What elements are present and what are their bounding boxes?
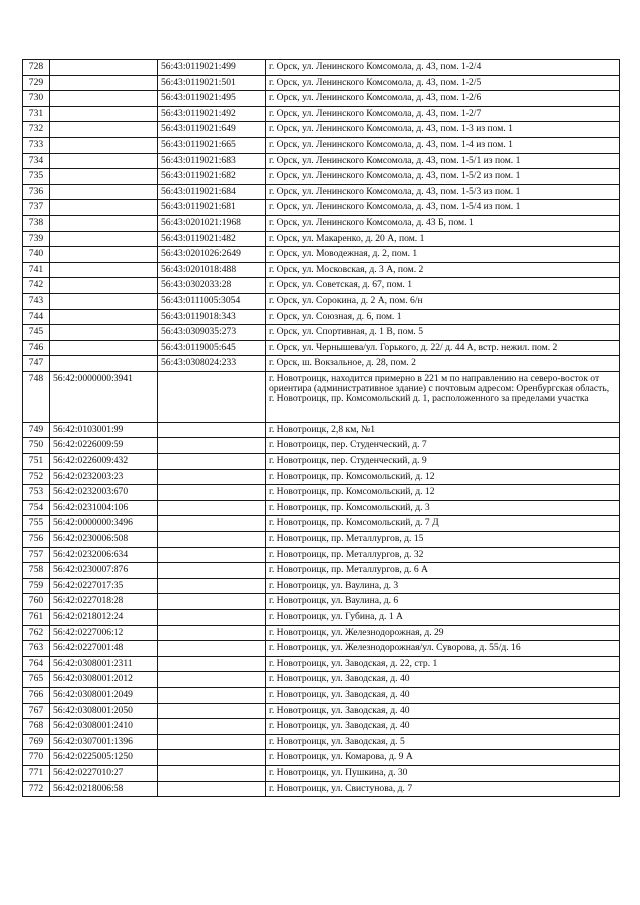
address-cell: г. Новотроицк, ул. Губина, д. 1 А [266,610,620,626]
land-cadastral-number-cell [50,200,158,216]
address-cell: г. Орск, ул. Ленинского Комсомола, д. 43, пом. 1-5/1 из пом. 1 [266,153,620,169]
land-cadastral-number-cell [50,106,158,122]
land-cadastral-number-cell [50,231,158,247]
row-number-cell: 732 [23,122,50,138]
table-row [23,122,620,138]
land-cadastral-number-cell: 56:42:0225005:1250 [50,750,158,766]
land-cadastral-number-cell [50,60,158,76]
address-cell: г. Орск, ул. Макаренко, д. 20 А, пом. 1 [266,231,620,247]
land-cadastral-number-cell: 56:42:0227017:35 [50,578,158,594]
row-number-cell: 762 [23,625,50,641]
address-cell: г. Новотроицк, пр. Комсомольский, д. 12 [266,485,620,501]
land-cadastral-number-cell: 56:42:0227010:27 [50,765,158,781]
building-cadastral-number-cell [158,781,266,797]
land-cadastral-number-cell [50,215,158,231]
row-number-cell: 757 [23,547,50,563]
row-number-cell: 756 [23,532,50,548]
address-cell: г. Новотроицк, пр. Металлургов, д. 15 [266,532,620,548]
address-cell: г. Новотроицк, находится примерно в 221 м по направлению на северо-восток от ориентира (административное здание) с почтовым адресом: Оренбургская область, г. Новотроицк, пр. Комсомольский д. 1, расположенного за пределами участка [266,371,620,422]
row-number-cell: 733 [23,137,50,153]
building-cadastral-number-cell [158,547,266,563]
row-number-cell: 770 [23,750,50,766]
land-cadastral-number-cell [50,75,158,91]
address-cell: г. Новотроицк, ул. Заводская, д. 5 [266,734,620,750]
land-cadastral-number-cell: 56:42:0227001:48 [50,641,158,657]
table-row [23,485,620,501]
row-number-cell: 761 [23,610,50,626]
address-cell: г. Орск, ул. Ленинского Комсомола, д. 43, пом. 1-5/3 из пом. 1 [266,184,620,200]
building-cadastral-number-cell: 56:43:0119021:665 [158,137,266,153]
address-cell: г. Новотроицк, ул. Железнодорожная, д. 29 [266,625,620,641]
address-cell: г. Новотроицк, пер. Студенческий, д. 7 [266,438,620,454]
building-cadastral-number-cell [158,563,266,579]
building-cadastral-number-cell [158,516,266,532]
building-cadastral-number-cell [158,687,266,703]
registry-table-body [23,60,620,797]
table-row [23,516,620,532]
building-cadastral-number-cell [158,625,266,641]
table-row [23,563,620,579]
address-cell: г. Новотроицк, пр. Металлургов, д. 6 А [266,563,620,579]
building-cadastral-number-cell: 56:43:0201021:1968 [158,215,266,231]
land-cadastral-number-cell: 56:42:0308001:2410 [50,719,158,735]
row-number-cell: 740 [23,247,50,263]
table-row [23,60,620,76]
address-cell: г. Новотроицк, ул. Ваулина, д. 6 [266,594,620,610]
building-cadastral-number-cell [158,422,266,438]
address-cell: г. Орск, ул. Московская, д. 3 А, пом. 2 [266,262,620,278]
building-cadastral-number-cell [158,750,266,766]
table-row [23,719,620,735]
table-row [23,610,620,626]
row-number-cell: 728 [23,60,50,76]
building-cadastral-number-cell: 56:43:0119005:645 [158,340,266,356]
address-cell: г. Орск, ул. Ленинского Комсомола, д. 43, пом. 1-2/4 [266,60,620,76]
table-row [23,672,620,688]
building-cadastral-number-cell [158,672,266,688]
table-row [23,137,620,153]
building-cadastral-number-cell [158,500,266,516]
table-row [23,594,620,610]
address-cell: г. Орск, ул. Чернышева/ул. Горького, д. 22/ д. 44 А, встр. нежил. пом. 2 [266,340,620,356]
land-cadastral-number-cell: 56:42:0000000:3941 [50,371,158,422]
table-row [23,325,620,341]
land-cadastral-number-cell [50,356,158,372]
building-cadastral-number-cell: 56:43:0119021:683 [158,153,266,169]
row-number-cell: 736 [23,184,50,200]
building-cadastral-number-cell [158,454,266,470]
land-cadastral-number-cell [50,91,158,107]
land-cadastral-number-cell [50,278,158,294]
building-cadastral-number-cell [158,438,266,454]
land-cadastral-number-cell: 56:42:0308001:2049 [50,687,158,703]
table-row [23,687,620,703]
address-cell: г. Орск, ул. Ленинского Комсомола, д. 43, пом. 1-3 из пом. 1 [266,122,620,138]
table-row [23,340,620,356]
building-cadastral-number-cell: 56:43:0309035:273 [158,325,266,341]
address-cell: г. Новотроицк, ул. Свистунова, д. 7 [266,781,620,797]
table-row [23,422,620,438]
row-number-cell: 752 [23,469,50,485]
building-cadastral-number-cell [158,641,266,657]
address-cell: г. Орск, ул. Ленинского Комсомола, д. 43, пом. 1-2/6 [266,91,620,107]
building-cadastral-number-cell: 56:43:0119021:501 [158,75,266,91]
row-number-cell: 731 [23,106,50,122]
table-row [23,703,620,719]
land-cadastral-number-cell [50,309,158,325]
land-cadastral-number-cell: 56:42:0218012:24 [50,610,158,626]
row-number-cell: 771 [23,765,50,781]
address-cell: г. Новотроицк, ул. Железнодорожная/ул. Суворова, д. 55/д. 16 [266,641,620,657]
row-number-cell: 748 [23,371,50,422]
row-number-cell: 753 [23,485,50,501]
table-row [23,262,620,278]
row-number-cell: 729 [23,75,50,91]
address-cell: г. Новотроицк, ул. Пушкина, д. 30 [266,765,620,781]
row-number-cell: 738 [23,215,50,231]
land-cadastral-number-cell: 56:42:0226009:432 [50,454,158,470]
table-row [23,500,620,516]
row-number-cell: 743 [23,293,50,309]
building-cadastral-number-cell: 56:43:0201026:2649 [158,247,266,263]
row-number-cell: 744 [23,309,50,325]
building-cadastral-number-cell: 56:43:0119021:649 [158,122,266,138]
building-cadastral-number-cell [158,485,266,501]
table-row [23,547,620,563]
table-row [23,469,620,485]
row-number-cell: 759 [23,578,50,594]
address-cell: г. Новотроицк, пр. Комсомольский, д. 7 Д [266,516,620,532]
address-cell: г. Новотроицк, ул. Заводская, д. 40 [266,703,620,719]
building-cadastral-number-cell [158,703,266,719]
building-cadastral-number-cell: 56:43:0119021:682 [158,169,266,185]
land-cadastral-number-cell: 56:42:0227018:28 [50,594,158,610]
table-row [23,215,620,231]
address-cell: г. Орск, ул. Спортивная, д. 1 В, пом. 5 [266,325,620,341]
row-number-cell: 765 [23,672,50,688]
land-cadastral-number-cell: 56:42:0230007:876 [50,563,158,579]
address-cell: г. Новотроицк, ул. Заводская, д. 40 [266,672,620,688]
building-cadastral-number-cell: 56:43:0119021:681 [158,200,266,216]
building-cadastral-number-cell: 56:43:0308024:233 [158,356,266,372]
table-row [23,454,620,470]
building-cadastral-number-cell: 56:43:0119021:495 [158,91,266,107]
row-number-cell: 764 [23,656,50,672]
building-cadastral-number-cell: 56:43:0111005:3054 [158,293,266,309]
table-row [23,765,620,781]
table-row [23,91,620,107]
building-cadastral-number-cell [158,371,266,422]
land-cadastral-number-cell [50,247,158,263]
address-cell: г. Новотроицк, пр. Комсомольский, д. 3 [266,500,620,516]
address-cell: г. Новотроицк, пр. Комсомольский, д. 12 [266,469,620,485]
address-cell: г. Новотроицк, пр. Металлургов, д. 32 [266,547,620,563]
address-cell: г. Орск, ул. Сорокина, д. 2 А, пом. 6/н [266,293,620,309]
building-cadastral-number-cell [158,719,266,735]
address-cell: г. Орск, ул. Ленинского Комсомола, д. 43, пом. 1-4 из пом. 1 [266,137,620,153]
row-number-cell: 730 [23,91,50,107]
land-cadastral-number-cell [50,340,158,356]
property-registry-table [22,59,620,797]
row-number-cell: 747 [23,356,50,372]
land-cadastral-number-cell [50,153,158,169]
land-cadastral-number-cell [50,169,158,185]
building-cadastral-number-cell [158,656,266,672]
land-cadastral-number-cell: 56:42:0307001:1396 [50,734,158,750]
address-cell: г. Орск, ул. Советская, д. 67, пом. 1 [266,278,620,294]
building-cadastral-number-cell: 56:43:0119021:482 [158,231,266,247]
address-cell: г. Орск, ул. Ленинского Комсомола, д. 43, пом. 1-2/7 [266,106,620,122]
row-number-cell: 758 [23,563,50,579]
land-cadastral-number-cell: 56:42:0227006:12 [50,625,158,641]
address-cell: г. Новотроицк, пер. Студенческий, д. 9 [266,454,620,470]
table-row [23,438,620,454]
land-cadastral-number-cell: 56:42:0103001:99 [50,422,158,438]
building-cadastral-number-cell [158,578,266,594]
row-number-cell: 763 [23,641,50,657]
building-cadastral-number-cell: 56:43:0201018:488 [158,262,266,278]
address-cell: г. Орск, ул. Ленинского Комсомола, д. 43, пом. 1-5/2 из пом. 1 [266,169,620,185]
table-row [23,75,620,91]
land-cadastral-number-cell: 56:42:0230006:508 [50,532,158,548]
land-cadastral-number-cell [50,184,158,200]
address-cell: г. Новотроицк, ул. Ваулина, д. 3 [266,578,620,594]
building-cadastral-number-cell: 56:43:0302033:28 [158,278,266,294]
row-number-cell: 741 [23,262,50,278]
land-cadastral-number-cell: 56:42:0231004:106 [50,500,158,516]
building-cadastral-number-cell [158,765,266,781]
land-cadastral-number-cell: 56:42:0218006:58 [50,781,158,797]
row-number-cell: 745 [23,325,50,341]
address-cell: г. Орск, ул. Ленинского Комсомола, д. 43, пом. 1-5/4 из пом. 1 [266,200,620,216]
row-number-cell: 766 [23,687,50,703]
row-number-cell: 735 [23,169,50,185]
building-cadastral-number-cell [158,469,266,485]
table-row [23,106,620,122]
table-row [23,278,620,294]
land-cadastral-number-cell: 56:42:0308001:2311 [50,656,158,672]
land-cadastral-number-cell: 56:42:0232003:23 [50,469,158,485]
address-cell: г. Новотроицк, ул. Заводская, д. 40 [266,687,620,703]
row-number-cell: 749 [23,422,50,438]
table-row [23,247,620,263]
row-number-cell: 734 [23,153,50,169]
address-cell: г. Новотроицк, ул. Заводская, д. 22, стр. 1 [266,656,620,672]
table-row [23,153,620,169]
table-row [23,781,620,797]
building-cadastral-number-cell [158,610,266,626]
row-number-cell: 768 [23,719,50,735]
row-number-cell: 769 [23,734,50,750]
building-cadastral-number-cell [158,734,266,750]
land-cadastral-number-cell [50,293,158,309]
land-cadastral-number-cell: 56:42:0232006:634 [50,547,158,563]
table-row [23,231,620,247]
land-cadastral-number-cell: 56:42:0232003:670 [50,485,158,501]
row-number-cell: 772 [23,781,50,797]
table-row [23,578,620,594]
row-number-cell: 750 [23,438,50,454]
table-row [23,309,620,325]
building-cadastral-number-cell: 56:43:0119021:492 [158,106,266,122]
address-cell: г. Новотроицк, ул. Заводская, д. 40 [266,719,620,735]
building-cadastral-number-cell [158,532,266,548]
building-cadastral-number-cell: 56:43:0119018:343 [158,309,266,325]
row-number-cell: 737 [23,200,50,216]
address-cell: г. Орск, ш. Вокзальное, д. 28, пом. 2 [266,356,620,372]
land-cadastral-number-cell [50,262,158,278]
building-cadastral-number-cell [158,594,266,610]
table-row [23,656,620,672]
row-number-cell: 767 [23,703,50,719]
table-row [23,371,620,422]
address-cell: г. Орск, ул. Ленинского Комсомола, д. 43 Б, пом. 1 [266,215,620,231]
land-cadastral-number-cell [50,325,158,341]
table-row [23,184,620,200]
table-row [23,293,620,309]
table-row [23,641,620,657]
building-cadastral-number-cell: 56:43:0119021:684 [158,184,266,200]
row-number-cell: 760 [23,594,50,610]
row-number-cell: 754 [23,500,50,516]
table-row [23,750,620,766]
building-cadastral-number-cell: 56:43:0119021:499 [158,60,266,76]
table-row [23,532,620,548]
land-cadastral-number-cell [50,137,158,153]
row-number-cell: 739 [23,231,50,247]
address-cell: г. Орск, ул. Ленинского Комсомола, д. 43, пом. 1-2/5 [266,75,620,91]
address-cell: г. Орск, ул. Союзная, д. 6, пом. 1 [266,309,620,325]
land-cadastral-number-cell: 56:42:0308001:2050 [50,703,158,719]
row-number-cell: 755 [23,516,50,532]
land-cadastral-number-cell: 56:42:0226009:59 [50,438,158,454]
table-row [23,734,620,750]
row-number-cell: 751 [23,454,50,470]
table-row [23,169,620,185]
table-row [23,200,620,216]
address-cell: г. Орск, ул. Моводежная, д. 2, пом. 1 [266,247,620,263]
row-number-cell: 742 [23,278,50,294]
table-row [23,625,620,641]
table-row [23,356,620,372]
land-cadastral-number-cell: 56:42:0308001:2012 [50,672,158,688]
address-cell: г. Новотроицк, ул. Комарова, д. 9 А [266,750,620,766]
land-cadastral-number-cell: 56:42:0000000:3496 [50,516,158,532]
address-cell: г. Новотроицк, 2,8 км, №1 [266,422,620,438]
row-number-cell: 746 [23,340,50,356]
land-cadastral-number-cell [50,122,158,138]
